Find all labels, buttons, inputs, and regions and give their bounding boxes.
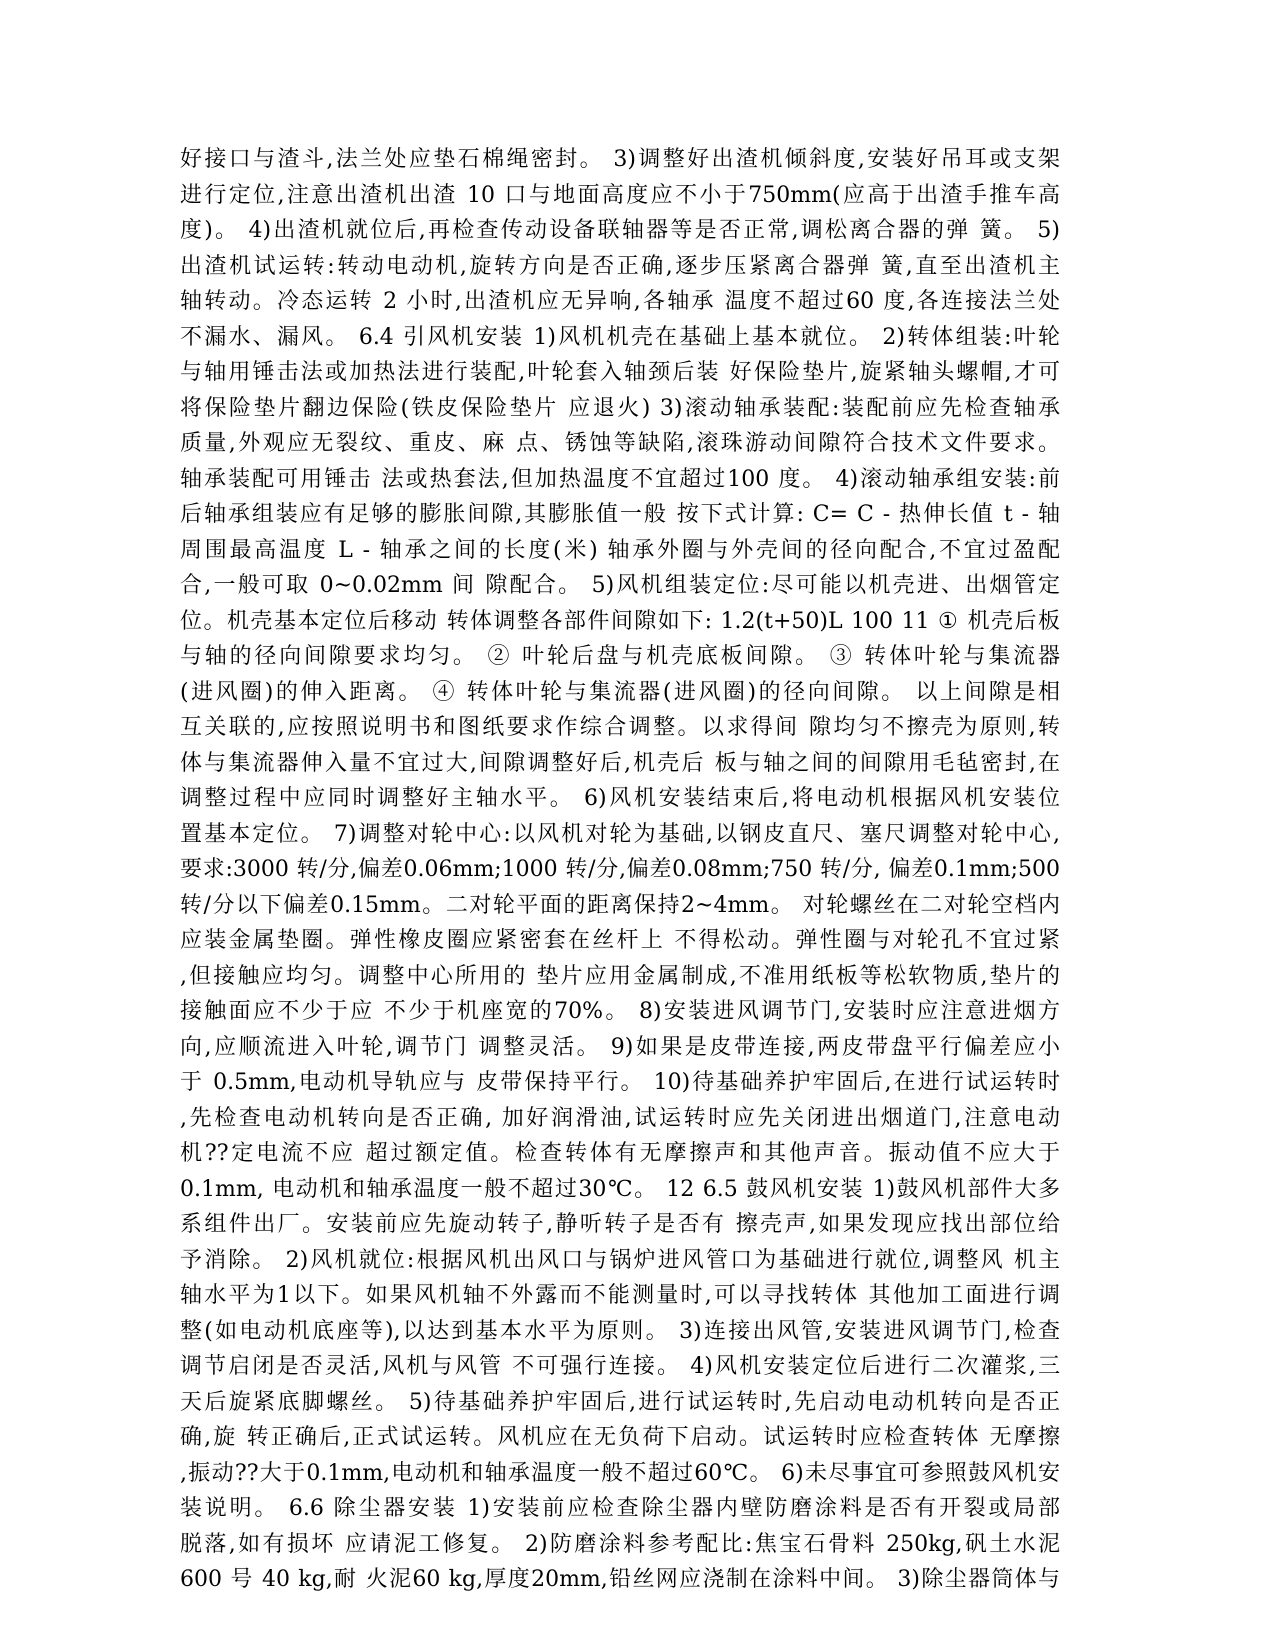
text-line: 调节启闭是否灵活,风机与风管 不可强行连接。 4)风机安装定位后进行二次灌浆,三 [180,1354,1060,1379]
text-line: 轴转动。冷态运转 2 小时,出渣机应无异响,各轴承 温度不超过60 度,各连接法兰处 [180,289,1060,314]
text-line: 后轴承组装应有足够的膨胀间隙,其膨胀值一般 按下式计算: C= C - 热伸长值 t - 轴 [180,502,1060,527]
text-line: ,振动??大于0.1mm,电动机和轴承温度一般不超过60℃。 6)未尽事宜可参照鼓风机安 [180,1460,1060,1486]
text-line: (进风圈)的伸入距离。 ④ 转体叶轮与集流器(进风圈)的径向间隙。 以上间隙是相 [180,679,1060,705]
text-line: ,但接触应均匀。调整中心所用的 垫片应用金属制成,不准用纸板等松软物质,垫片的 [180,963,1060,989]
text-line: 位。机壳基本定位后移动 转体调整各部件间隙如下: 1.2(t+50)L 100 11 ① 机壳后板 [180,608,1060,634]
text-line: 好接口与渣斗,法兰处应垫石棉绳密封。 3)调整好出渣机倾斜度,安装好吊耳或支架 [180,147,1060,172]
text-line: 系组件出厂。安装前应先旋动转子,静听转子是否有 擦壳声,如果发现应找出部位给 [180,1212,1060,1237]
text-line: 脱落,如有损坏 应请泥工修复。 2)防磨涂料参考配比:焦宝石骨料 250kg,矾土水泥 [180,1531,1060,1557]
text-line: 转/分以下偏差0.15mm。二对轮平面的距离保持2~4mm。 对轮螺丝在二对轮空档内 [180,892,1060,918]
text-line: 进行定位,注意出渣机出渣 10 口与地面高度应不小于750mm(应高于出渣手推车高 [180,182,1060,208]
text-line: 合,一般可取 0~0.02mm 间 隙配合。 5)风机组装定位:尽可能以机壳进、出烟管定 [180,573,1060,598]
text-line: 体与集流器伸入量不宜过大,间隙调整好后,机壳后 板与轴之间的间隙用毛毡密封,在 [180,750,1060,776]
text-line: 调整过程中应同时调整好主轴水平。 6)风机安装结束后,将电动机根据风机安装位 [180,786,1060,811]
text-line: 互关联的,应按照说明书和图纸要求作综合调整。以求得间 隙均匀不擦壳为原则,转 [180,715,1060,740]
text-line: 周围最高温度 L - 轴承之间的长度(米) 轴承外圈与外壳间的径向配合,不宜过盈配 [180,537,1060,563]
text-line: 予消除。 2)风机就位:根据风机出风口与锅炉进风管口为基础进行就位,调整风 机主 [180,1247,1060,1273]
text-line: 机??定电流不应 超过额定值。检查转体有无摩擦声和其他声音。振动值不应大于 [180,1141,1060,1166]
text-line: 与轴用锤击法或加热法进行装配,叶轮套入轴颈后装 好保险垫片,旋紧轴头螺帽,才可 [180,360,1060,385]
text-line: 0.1mm, 电动机和轴承温度一般不超过30℃。 12 6.5 鼓风机安装 1)鼓风机部件大多 [180,1176,1060,1202]
text-line: 接触面应不少于应 不少于机座宽的70%。 8)安装进风调节门,安装时应注意进烟方 [180,999,1060,1024]
text-line: 向,应顺流进入叶轮,调节门 调整灵活。 9)如果是皮带连接,两皮带盘平行偏差应小 [180,1034,1060,1060]
text-line: 应装金属垫圈。弹性橡皮圈应紧密套在丝杆上 不得松动。弹性圈与对轮孔不宜过紧 [180,928,1060,953]
document-body [180,142,1060,1598]
text-line: 轴水平为1以下。如果风机轴不外露而不能测量时,可以寻找转体 其他加工面进行调 [180,1283,1060,1308]
text-line: 装说明。 6.6 除尘器安装 1)安装前应检查除尘器内壁防磨涂料是否有开裂或局部 [180,1496,1060,1521]
text-line: 度)。 4)出渣机就位后,再检查传动设备联轴器等是否正常,调松离合器的弹 簧。 5) [180,218,1060,243]
text-line: 600 号 40 kg,耐 火泥60 kg,厚度20mm,铅丝网应浇制在涂料中间。 3)除尘器筒体与 [180,1567,1060,1592]
text-line: 要求:3000 转/分,偏差0.06mm;1000 转/分,偏差0.08mm;750 转/分, 偏差0.1mm;500 [180,857,1060,882]
text-line: 轴承装配可用锤击 法或热套法,但加热温度不宜超过100 度。 4)滚动轴承组安装:前 [180,466,1060,492]
text-line: 不漏水、漏风。 6.4 引风机安装 1)风机机壳在基础上基本就位。 2)转体组装:叶轮 [180,324,1060,350]
text-line: 于 0.5mm,电动机导轨应与 皮带保持平行。 10)待基础养护牢固后,在进行试运转时 [180,1070,1060,1095]
text-line: 出渣机试运转:转动电动机,旋转方向是否正确,逐步压紧离合器弹 簧,直至出渣机主 [180,253,1060,279]
text-line: ,先检查电动机转向是否正确, 加好润滑油,试运转时应先关闭进出烟道门,注意电动 [180,1105,1060,1131]
text-line: 置基本定位。 7)调整对轮中心:以风机对轮为基础,以钢皮直尺、塞尺调整对轮中心, [180,821,1060,847]
text-line: 与轴的径向间隙要求均匀。 ② 叶轮后盘与机壳底板间隙。 ③ 转体叶轮与集流器 [180,644,1060,669]
text-line: 质量,外观应无裂纹、重皮、麻 点、锈蚀等缺陷,滚珠游动间隙符合技术文件要求。 [180,431,1060,456]
text-line: 天后旋紧底脚螺丝。 5)待基础养护牢固后,进行试运转时,先启动电动机转向是否正 [180,1389,1060,1415]
text-line: 整(如电动机底座等),以达到基本水平为原则。 3)连接出风管,安装进风调节门,检查 [180,1318,1060,1344]
text-line: 将保险垫片翻边保险(铁皮保险垫片 应退火) 3)滚动轴承装配:装配前应先检查轴承 [180,395,1060,421]
text-line: 确,旋 转正确后,正式试运转。风机应在无负荷下启动。试运转时应检查转体 无摩擦 [180,1425,1060,1450]
